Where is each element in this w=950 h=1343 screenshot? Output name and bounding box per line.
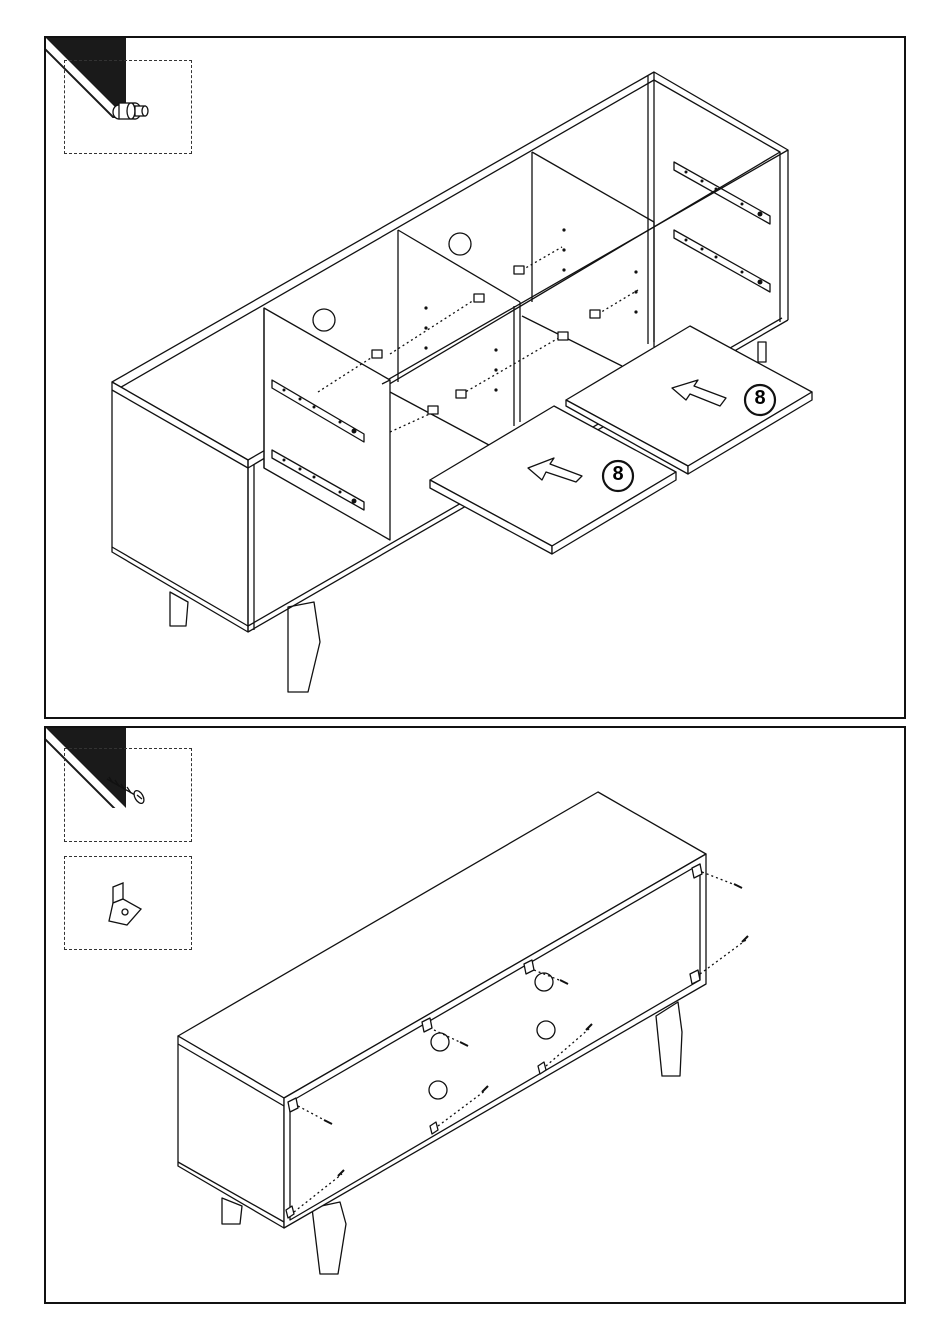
shelf-callout-1: 8 xyxy=(612,463,624,485)
cabinet-back-illustration xyxy=(46,728,906,1304)
step-panel-back xyxy=(44,726,906,1304)
cabinet-illustration xyxy=(46,38,906,719)
shelf-callout-2: 8 xyxy=(754,387,766,409)
step-panel-shelves xyxy=(44,36,906,719)
